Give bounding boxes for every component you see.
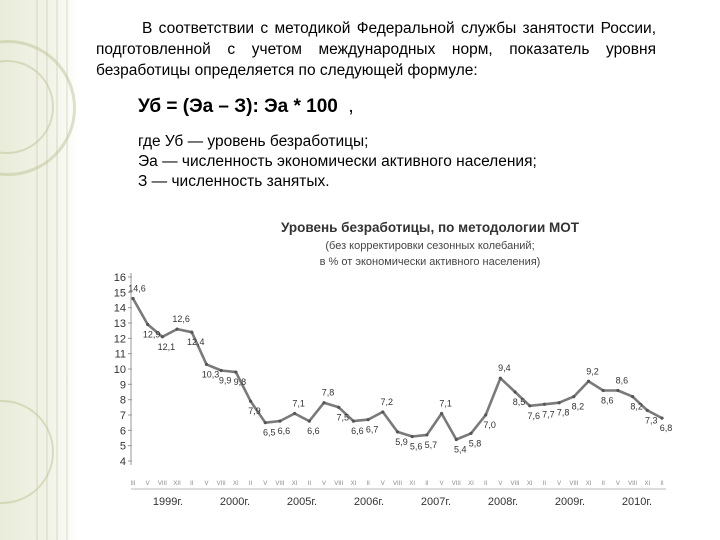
data-point	[278, 420, 281, 423]
data-label: 7,3	[645, 415, 658, 426]
data-point	[322, 401, 325, 404]
x-tick-label: VIII	[275, 481, 285, 487]
data-label: 6,5	[262, 427, 276, 438]
data-label: 5,8	[468, 438, 482, 449]
legend-line: где Уб — уровень безработицы;	[138, 133, 369, 150]
x-tick-label: II	[366, 481, 370, 487]
data-point	[396, 430, 399, 433]
year-label: 2000г.	[219, 496, 251, 508]
data-label: 7,9	[248, 406, 261, 417]
data-point	[352, 420, 355, 423]
formula-text: Уб = (Эа – З): Эа * 100	[138, 96, 338, 117]
data-label: 9,2	[586, 366, 599, 377]
data-point	[249, 400, 252, 403]
x-tick-label: V	[145, 481, 150, 487]
data-point	[558, 401, 561, 404]
year-label: 1999г.	[152, 496, 184, 508]
data-point	[293, 412, 296, 415]
data-point	[543, 403, 546, 406]
x-tick-label: V	[263, 481, 268, 487]
x-tick-label: II	[190, 481, 194, 487]
data-point	[425, 433, 428, 436]
data-label: 6,8	[659, 423, 673, 434]
x-tick-label: V	[204, 481, 209, 487]
chart-subtitle: (без корректировки сезонных колебаний;	[325, 240, 535, 252]
data-label: 12,9	[142, 329, 161, 340]
legend-line: З — численность занятых.	[138, 173, 330, 190]
data-label: 6,6	[307, 426, 320, 437]
data-label: 7,2	[380, 396, 394, 407]
x-tick-label: XI	[585, 481, 592, 487]
data-point	[660, 416, 663, 419]
data-point	[205, 363, 208, 366]
data-label: 8,5	[512, 397, 526, 407]
formula-suffix: ,	[348, 96, 354, 117]
x-tick-label: VIII	[569, 481, 579, 487]
x-tick-label: XI	[233, 481, 239, 487]
x-tick-label: V	[615, 481, 620, 487]
y-tick-label: 4	[119, 456, 126, 468]
data-point	[513, 390, 516, 393]
x-tick-label: V	[439, 481, 444, 487]
data-label: 7,5	[336, 412, 349, 423]
year-label: 2006г.	[353, 496, 385, 508]
x-tick-label: VIII	[510, 481, 520, 487]
data-label: 7,6	[527, 410, 541, 421]
data-point	[455, 438, 458, 441]
y-tick-label: 5	[119, 440, 126, 453]
data-point	[308, 420, 311, 423]
data-label: 6,6	[277, 426, 291, 437]
data-label: 14,6	[128, 283, 146, 294]
data-label: 7,1	[439, 398, 452, 409]
data-point	[146, 323, 149, 326]
x-tick-label: XI	[644, 481, 651, 487]
data-label: 6,6	[351, 426, 364, 437]
x-tick-label: II	[483, 481, 488, 487]
x-tick-label: XI	[291, 481, 298, 487]
x-tick-label: VIII	[216, 481, 226, 487]
x-tick-label: XI	[409, 481, 416, 487]
chart-subtitle: в % от экономически активного населения)	[319, 256, 541, 268]
data-label: 5,7	[424, 439, 438, 450]
data-label: 8,2	[571, 401, 585, 412]
data-point	[381, 410, 384, 413]
data-point	[220, 369, 223, 372]
y-tick-label: 12	[113, 333, 126, 346]
data-label: 5,6	[409, 441, 423, 452]
data-label: 6,7	[365, 424, 379, 435]
x-tick-label: VIII	[628, 481, 638, 487]
data-point	[264, 421, 267, 424]
data-label: 7,8	[556, 407, 570, 418]
x-tick-label: XI	[468, 481, 474, 487]
data-label: 5,4	[454, 444, 467, 455]
data-label: 12,1	[157, 341, 176, 352]
x-tick-label: VIII	[157, 481, 167, 487]
data-point	[469, 432, 472, 435]
data-label: 9,4	[498, 363, 511, 374]
data-label: 12,4	[187, 337, 205, 348]
data-point	[175, 328, 178, 331]
data-point	[337, 406, 340, 409]
x-tick-label: II	[307, 481, 312, 487]
data-label: 8,2	[630, 401, 643, 412]
x-tick-label: VIII	[334, 481, 344, 487]
data-point	[234, 370, 237, 373]
year-label: 2010г.	[621, 496, 653, 508]
data-point	[646, 409, 649, 412]
data-point	[602, 389, 605, 392]
data-point	[411, 435, 414, 438]
data-point	[616, 389, 619, 392]
data-point	[572, 395, 575, 398]
intro-paragraph: В соответствии с методикой Федеральной службы занятости России, подготовленной с учетом международных норм, показатель уровня безработицы определяется по следующей формуле:	[96, 20, 656, 79]
data-point	[131, 297, 134, 300]
x-tick-label: VIII	[451, 481, 461, 487]
year-label: 2005г.	[286, 496, 318, 508]
legend-line: Эа — численность экономически активного населения;	[138, 153, 537, 170]
data-point	[161, 335, 164, 338]
y-tick-label: 13	[113, 318, 126, 330]
y-tick-label: 9	[119, 379, 126, 392]
x-tick-label: II	[601, 481, 605, 487]
data-label: 7,8	[321, 387, 335, 398]
x-tick-label: XI	[526, 481, 533, 487]
data-label: 12,6	[172, 314, 190, 325]
x-tick-label: II	[542, 481, 547, 487]
x-tick-label: II	[248, 481, 253, 487]
data-label: 9,9	[218, 375, 232, 386]
data-label: 7,0	[483, 420, 496, 430]
data-label: 7,7	[542, 409, 555, 420]
data-label: 8,6	[615, 375, 629, 386]
data-point	[499, 377, 502, 380]
data-point	[631, 395, 634, 398]
year-label: 2007г.	[420, 496, 452, 508]
y-tick-label: 11	[114, 348, 126, 361]
data-label: 8,6	[600, 395, 614, 406]
data-label: 7,1	[292, 398, 305, 409]
data-point	[190, 331, 193, 334]
y-tick-label: 7	[119, 410, 126, 422]
data-point	[367, 418, 370, 421]
chart-title: Уровень безработицы, по методологии МОТ	[280, 220, 580, 235]
x-tick-label: II	[425, 481, 429, 487]
y-tick-label: 15	[113, 287, 126, 300]
data-label: 5,9	[395, 436, 408, 447]
data-point	[440, 412, 443, 415]
data-point	[587, 380, 590, 383]
x-tick-label: XI	[350, 481, 357, 487]
y-tick-label: 14	[113, 302, 126, 315]
data-point	[528, 404, 531, 407]
x-tick-label: V	[557, 481, 562, 487]
data-point	[484, 413, 487, 416]
y-tick-label: 10	[113, 364, 126, 376]
data-label: 9,8	[233, 377, 247, 388]
y-tick-label: 6	[119, 425, 126, 438]
x-tick-label: VIII	[392, 481, 403, 487]
x-tick-label: V	[498, 481, 503, 487]
x-tick-label: V	[322, 481, 327, 487]
x-tick-label: V	[380, 481, 385, 487]
x-tick-label: XII	[173, 481, 181, 487]
year-label: 2008г.	[487, 496, 519, 508]
y-tick-label: 8	[119, 394, 126, 407]
data-label: 10,3	[201, 369, 220, 380]
y-tick-label: 16	[113, 272, 126, 284]
year-label: 2009г.	[554, 496, 586, 508]
x-tick-label: III	[130, 481, 136, 487]
x-tick-label: II	[660, 481, 664, 487]
